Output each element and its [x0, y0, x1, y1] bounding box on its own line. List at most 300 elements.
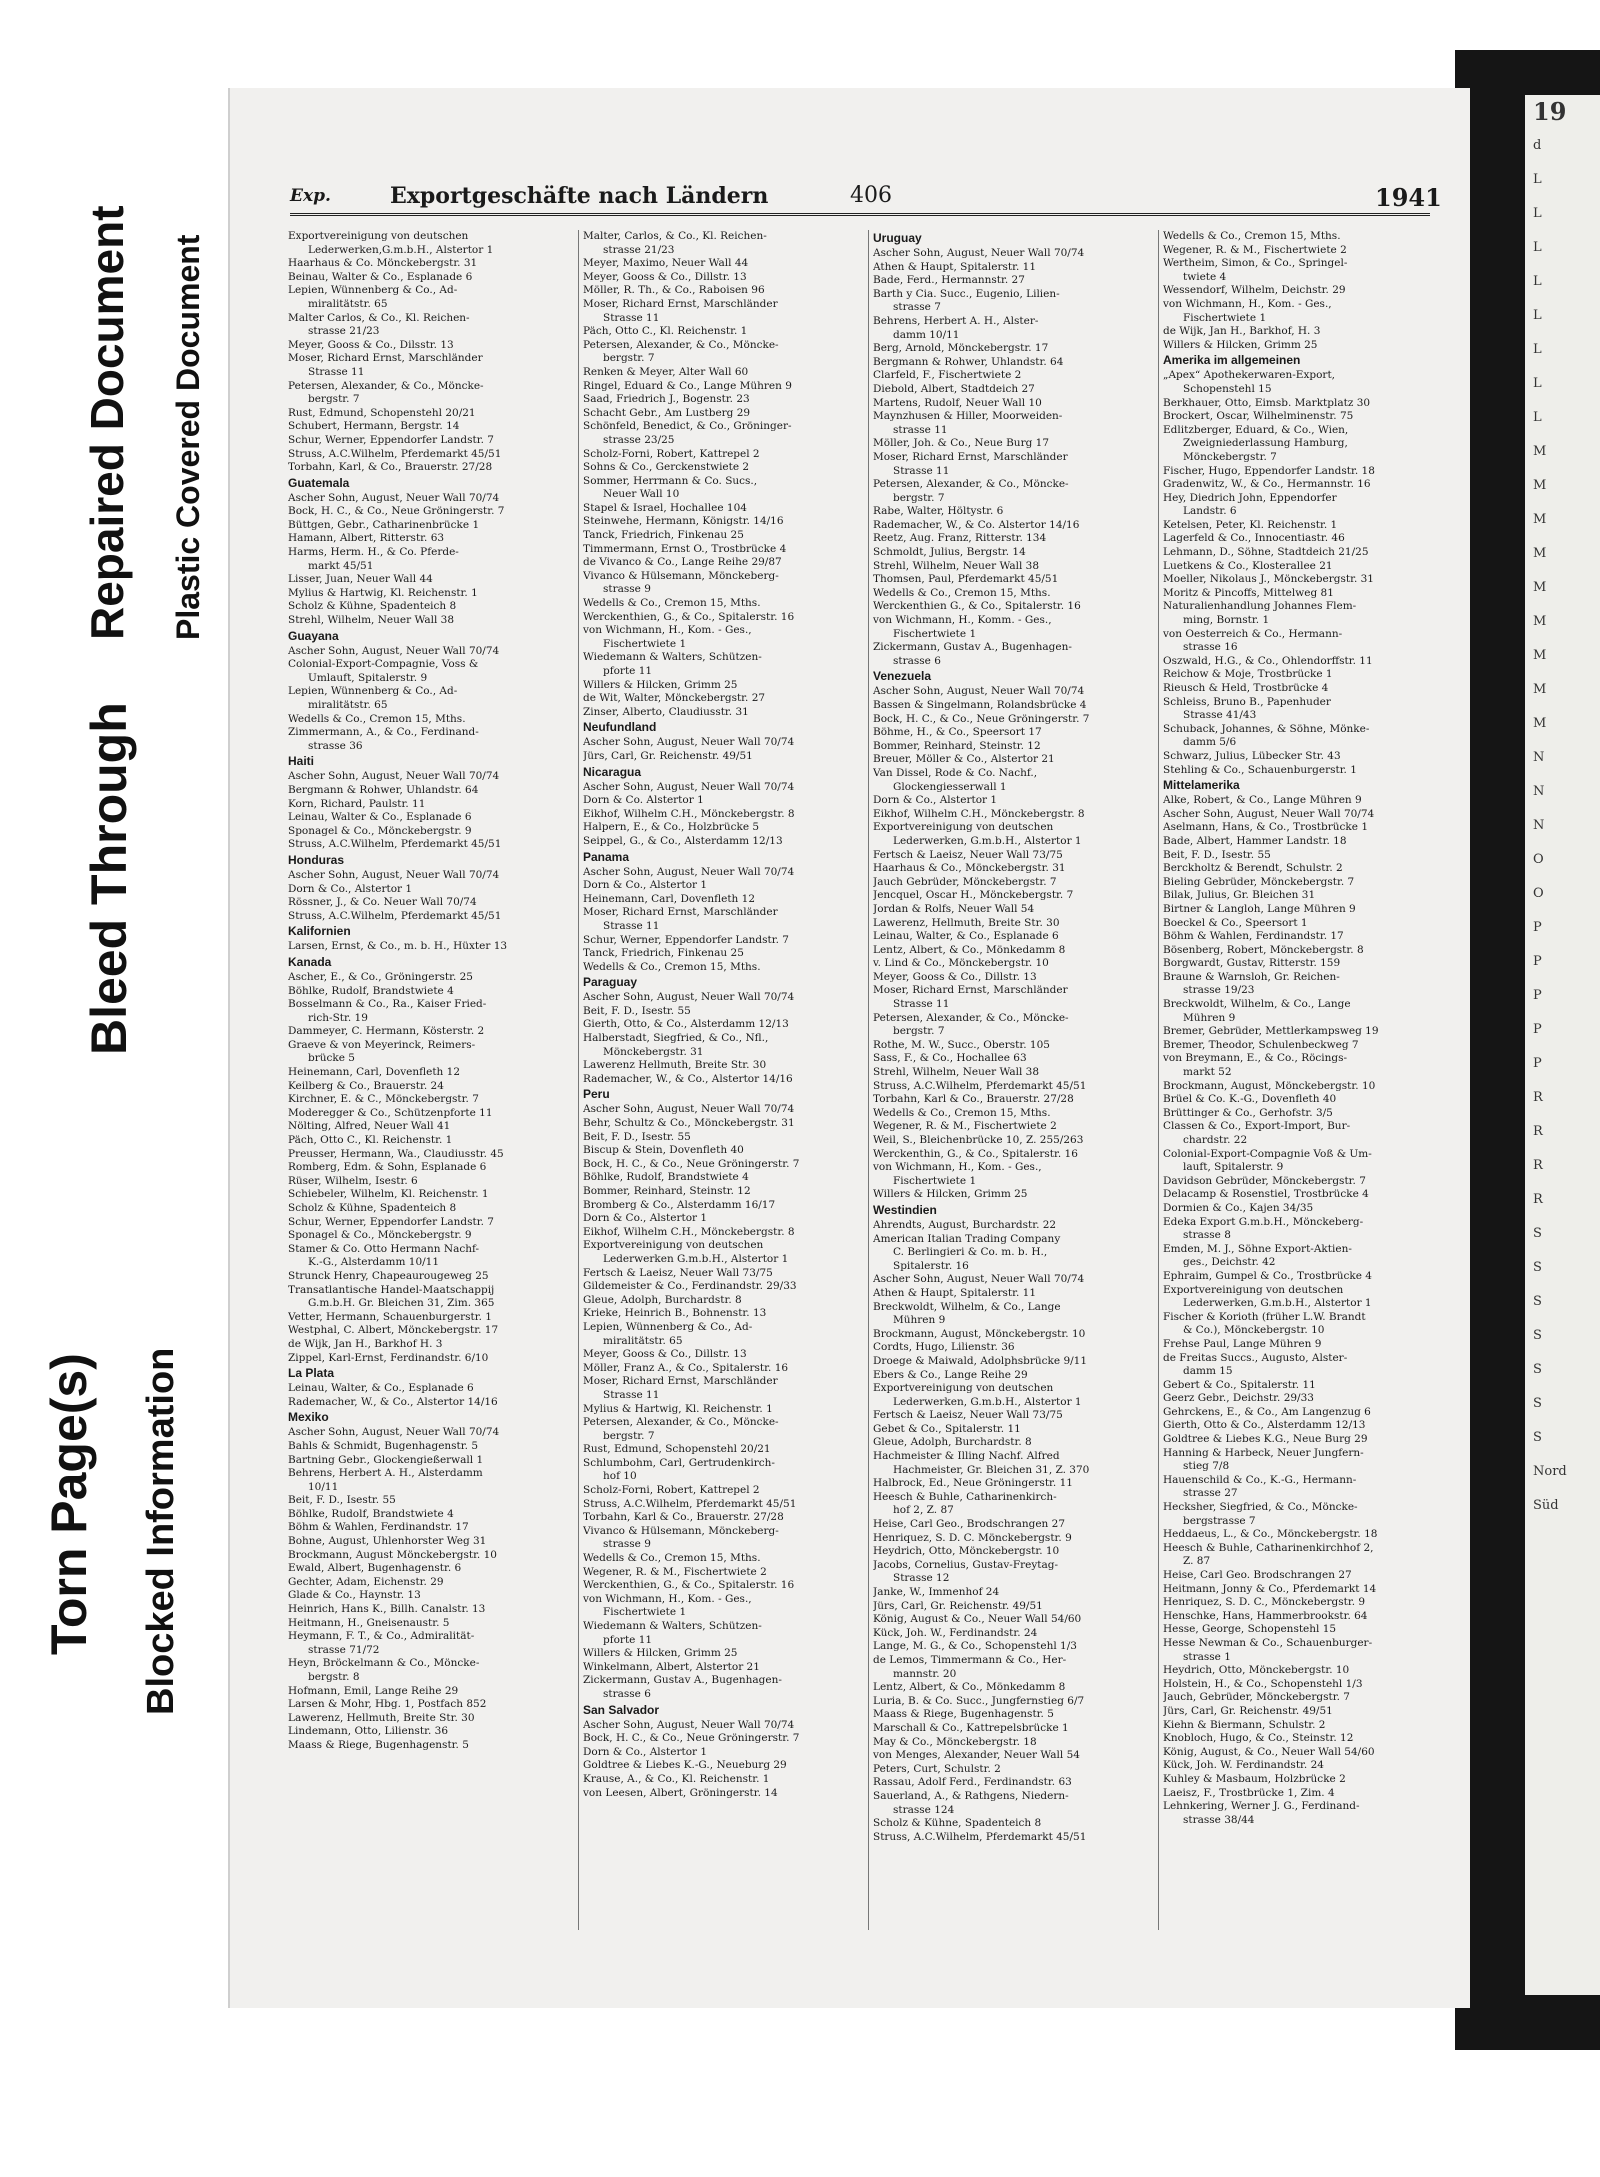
- directory-entry: Wegener, R. & M., Fischertwiete 2: [873, 1120, 1057, 1133]
- directory-entry: Lentz, Albert, & Co., Mönkedamm 8: [873, 943, 1066, 956]
- directory-entry: Struss, A.C.Wilhelm, Pferdemarkt 45/51: [288, 838, 502, 851]
- directory-entry: Bommer, Reinhard, Steinstr. 12: [583, 1185, 751, 1197]
- directory-entry: Krieke, Heinrich B., Bohnenstr. 13: [583, 1307, 767, 1320]
- directory-entry: von Breymann, E., & Co., Röcings-: [1163, 1052, 1348, 1065]
- directory-entry: Goldtree & Liebes K.G., Neue Burg 29: [1163, 1433, 1368, 1446]
- directory-entry: Gehrckens, E., & Co., Am Langenzug 6: [1163, 1405, 1371, 1418]
- entry-continuation: strasse 8: [1183, 1229, 1231, 1242]
- directory-entry: Brockmann, August, Mönckebergstr. 10: [1163, 1079, 1376, 1092]
- entry-continuation: Fischertwiete 1: [603, 637, 687, 650]
- directory-entry: Bilak, Julius, Gr. Bleichen 31: [1163, 889, 1316, 902]
- adjacent-page-fragment: R: [1533, 1192, 1543, 1207]
- directory-entry: Barth y Cia. Succ., Eugenio, Lilien-: [873, 287, 1060, 300]
- directory-entry: Lindemann, Otto, Lilienstr. 36: [288, 1725, 449, 1738]
- adjacent-page-fragment: M: [1533, 682, 1547, 697]
- directory-entry: Colonial-Export-Compagnie, Voss &: [288, 658, 479, 671]
- directory-entry: Exportvereinigung von deutschen: [873, 821, 1054, 834]
- directory-entry: Werckenthien, G., & Co., Spitalerstr. 16: [583, 1579, 795, 1592]
- adjacent-page-fragment: M: [1533, 444, 1547, 459]
- directory-entry: Päch, Otto C., Kl. Reichenstr. 1: [288, 1134, 453, 1147]
- directory-entry: Ascher, E., & Co., Gröningerstr. 25: [288, 970, 473, 983]
- directory-entry: Heitmann, H., Gneisenaustr. 5: [288, 1616, 450, 1629]
- directory-entry: Behrens, Herbert A. H., Alster-: [873, 314, 1039, 327]
- directory-entry: Ascher Sohn, August, Neuer Wall 70/74: [583, 865, 795, 878]
- directory-entry: Beit, F. D., Isestr. 55: [583, 1004, 691, 1017]
- directory-entry: Transatlantische Handel-Maatschappij: [288, 1283, 495, 1296]
- directory-entry: Scholz-Forni, Robert, Kattrepel 2: [583, 1484, 760, 1497]
- entry-continuation: hof 2, Z. 87: [893, 1504, 954, 1517]
- directory-entry: Eikhof, Wilhelm C.H., Mönckebergstr. 8: [583, 807, 795, 820]
- directory-entry: Clarfeld, F., Fischertwiete 2: [873, 369, 1022, 382]
- entry-continuation: strasse 23/25: [603, 433, 675, 446]
- directory-entry: Weil, S., Bleichenbrücke 10, Z. 255/263: [873, 1134, 1084, 1146]
- bleed-through-label: Bleed Through: [81, 702, 137, 1055]
- adjacent-page-fragment: O: [1533, 886, 1544, 901]
- directory-entry: Korn, Richard, Paulstr. 11: [288, 797, 426, 810]
- directory-entry: Böhm & Wahlen, Ferdinandstr. 17: [1163, 930, 1344, 943]
- entry-continuation: Z. 87: [1183, 1555, 1211, 1568]
- directory-entry: Hofmann, Emil, Lange Reihe 29: [288, 1684, 459, 1697]
- directory-entry: Beit, F. D., Isestr. 55: [1163, 848, 1271, 861]
- directory-entry: Petersen, Alexander, & Co., Möncke-: [583, 1416, 779, 1429]
- directory-entry: Lagerfeld & Co., Innocentiastr. 46: [1163, 532, 1345, 545]
- directory-entry: Zickermann, Gustav A., Bugenhagen-: [873, 641, 1072, 654]
- directory-entry: Bassen & Singelmann, Rolandsbrücke 4: [873, 699, 1087, 711]
- directory-entry: Brockert, Oscar, Wilhelminenstr. 75: [1163, 410, 1354, 423]
- directory-entry: Schur, Werner, Eppendorfer Landstr. 7: [583, 933, 789, 946]
- scan-annotation-labels: [0, 0, 230, 2177]
- entry-continuation: Lederwerken, G.m.b.H., Alstertor 1: [1183, 1297, 1372, 1310]
- directory-entry: Mylius & Hartwig, Kl. Reichenstr. 1: [583, 1402, 773, 1415]
- directory-entry: Meyer, Gooss & Co., Dillstr. 13: [873, 970, 1037, 983]
- directory-entry: Struss, A.C.Wilhelm, Pferdemarkt 45/51: [583, 1497, 797, 1510]
- repaired-document-label: Repaired Document: [81, 205, 133, 640]
- directory-entry: Ketelsen, Peter, Kl. Reichenstr. 1: [1163, 518, 1338, 531]
- directory-entry: v. Lind & Co., Mönckebergstr. 10: [873, 957, 1049, 970]
- directory-entry: König, August & Co., Neuer Wall 54/60: [873, 1613, 1082, 1626]
- country-heading: Honduras: [288, 852, 345, 867]
- country-heading: San Salvador: [583, 1702, 660, 1717]
- directory-entry: von Wichmann, H., Kom. - Ges.,: [583, 1592, 752, 1605]
- adjacent-page-fragment: M: [1533, 716, 1547, 731]
- adjacent-page-fragment: L: [1533, 240, 1542, 255]
- directory-entry: Delacamp & Rosenstiel, Trostbrücke 4: [1163, 1188, 1369, 1201]
- directory-entry: Gradenwitz, W., & Co., Hermannstr. 16: [1163, 478, 1371, 491]
- adjacent-page-fragment: L: [1533, 172, 1542, 187]
- entry-continuation: strasse 11: [893, 423, 948, 436]
- directory-entry: Böhme, H., & Co., Speersort 17: [873, 726, 1042, 739]
- directory-entry: Droege & Maiwald, Adolphsbrücke 9/11: [873, 1354, 1088, 1367]
- entry-continuation: Fischertwiete 1: [603, 1606, 687, 1619]
- directory-entry: Bremer, Theodor, Schulenbeckweg 7: [1163, 1038, 1359, 1051]
- header-title: Exportgeschäfte nach Ländern: [390, 183, 769, 209]
- directory-entry: Meyer, Gooss & Co., Dilsstr. 13: [288, 338, 454, 351]
- directory-entry: Rieusch & Held, Trostbrücke 4: [1163, 682, 1329, 694]
- directory-entry: Kück, Joh. W., Ferdinandstr. 24: [873, 1626, 1038, 1639]
- entry-continuation: Lederwerken, G.m.b.H., Alstertor 1: [893, 834, 1082, 847]
- directory-entry: Rademacher, W., & Co., Alstertor 14/16: [288, 1395, 498, 1408]
- directory-entry: Böhlke, Rudolf, Brandstwiete 4: [583, 1171, 749, 1184]
- directory-entry: „Apex“ Apothekerwaren-Export,: [1163, 369, 1335, 382]
- directory-entry: May & Co., Mönckebergstr. 18: [873, 1735, 1037, 1748]
- directory-entry: Classen & Co., Export-Import, Bur-: [1163, 1120, 1351, 1133]
- page-number: 406: [850, 183, 892, 208]
- directory-entry: Wessendorf, Wilhelm, Deichstr. 29: [1163, 284, 1346, 297]
- directory-entry: de Wijk, Jan H., Barkhof H. 3: [288, 1337, 443, 1350]
- directory-entry: Seippel, G., & Co., Alsterdamm 12/13: [583, 834, 783, 847]
- country-heading: Mittelamerika: [1163, 778, 1240, 793]
- directory-entry: Fischer & Korioth (früher L.W. Brandt: [1163, 1310, 1366, 1323]
- directory-entry: Renken & Meyer, Alter Wall 60: [583, 365, 749, 378]
- directory-entry: Ewald, Albert, Bugenhagenstr. 6: [288, 1562, 462, 1575]
- directory-entry: Scholz-Forni, Robert, Kattrepel 2: [583, 447, 760, 460]
- entry-continuation: markt 45/51: [308, 559, 374, 572]
- entry-continuation: miralitätstr. 65: [603, 1334, 683, 1347]
- adjacent-page-fragment: d: [1533, 138, 1542, 153]
- directory-entry: Päch, Otto C., Kl. Reichenstr. 1: [583, 325, 748, 338]
- directory-entry: Ascher Sohn, August, Neuer Wall 70/74: [873, 685, 1085, 698]
- directory-entry: Schur, Werner, Eppendorfer Landstr. 7: [288, 433, 494, 446]
- adjacent-page-fragment: R: [1533, 1124, 1543, 1139]
- directory-entry: Malter, Carlos, & Co., Kl. Reichen-: [583, 230, 767, 242]
- country-heading: La Plata: [288, 1366, 335, 1381]
- entry-continuation: Mühren 9: [1183, 1011, 1236, 1024]
- torn-pages-label: Torn Page(s): [41, 1353, 97, 1655]
- directory-entry: Hauenschild & Co., K.-G., Hermann-: [1163, 1473, 1357, 1486]
- directory-entry: Vivanco & Hülsemann, Mönckeberg-: [583, 1524, 779, 1537]
- directory-entry: Frehse Paul, Lange Mühren 9: [1163, 1337, 1322, 1350]
- directory-entry: Zickermann, Gustav A., Bugenhagen-: [583, 1674, 782, 1687]
- directory-entry: Jauch, Gebrüder, Mönckebergstr. 7: [1163, 1691, 1350, 1704]
- entry-continuation: Neuer Wall 10: [603, 488, 680, 501]
- directory-entry: Wedells & Co., Cremon 15, Mths.: [583, 1552, 761, 1565]
- directory-entry: Zinser, Alberto, Claudiusstr. 31: [583, 705, 749, 718]
- directory-entry: Rabe, Walter, Höltystr. 6: [873, 505, 1004, 518]
- directory-entry: Halberstadt, Siegfried, & Co., Nfl.,: [583, 1032, 769, 1045]
- directory-entry: Torbahn, Karl & Co., Brauerstr. 27/28: [583, 1511, 784, 1524]
- entry-continuation: Strasse 12: [893, 1572, 950, 1585]
- directory-entry: Saad, Friedrich J., Bogenstr. 23: [583, 393, 750, 406]
- entry-continuation: bergstrasse 7: [1183, 1514, 1256, 1527]
- directory-entry: Petersen, Alexander, & Co., Möncke-: [288, 379, 484, 392]
- directory-entry: Werckenthin, G., & Co., Spitalerstr. 16: [873, 1147, 1078, 1160]
- directory-entry: Rust, Edmund, Schopenstehl 20/21: [288, 406, 476, 419]
- directory-entry: Colonial-Export-Compagnie Voß & Um-: [1163, 1147, 1372, 1160]
- adjacent-page-fragment: L: [1533, 206, 1542, 221]
- directory-entry: Oszwald, H.G., & Co., Ohlendorffstr. 11: [1163, 654, 1373, 667]
- directory-entry: Jürs, Carl, Gr. Reichenstr. 49/51: [1163, 1704, 1333, 1717]
- directory-entry: Vetter, Hermann, Schauenburgerstr. 1: [288, 1310, 492, 1323]
- directory-entry: Keilberg & Co., Brauerstr. 24: [288, 1079, 444, 1092]
- adjacent-page-fragment: P: [1533, 1022, 1542, 1037]
- directory-entry: Jauch Gebrüder, Mönckebergstr. 7: [873, 875, 1057, 888]
- directory-entry: Ascher Sohn, August, Neuer Wall 70/74: [873, 1273, 1085, 1286]
- directory-entry: Heydrich, Otto, Mönckebergstr. 10: [1163, 1664, 1350, 1677]
- directory-entry: Ascher Sohn, August, Neuer Wall 70/74: [583, 991, 795, 1004]
- directory-entry: Glade & Co., Haynstr. 13: [288, 1589, 421, 1602]
- entry-continuation: miralitätstr. 65: [308, 699, 388, 711]
- directory-entry: Schiebeler, Wilhelm, Kl. Reichenstr. 1: [288, 1188, 489, 1201]
- directory-entry: Brockmann, August Mönckebergstr. 10: [288, 1548, 497, 1561]
- directory-entry: Dorn & Co., Alstertor 1: [583, 1745, 708, 1758]
- directory-entry: Martens, Rudolf, Neuer Wall 10: [873, 396, 1042, 409]
- directory-entry: Strehl, Wilhelm, Neuer Wall 38: [873, 559, 1040, 572]
- directory-entry: Athen & Haupt, Spitalerstr. 11: [873, 1286, 1037, 1299]
- adjacent-page-fragment: S: [1533, 1362, 1542, 1377]
- directory-entry: Jacobs, Cornelius, Gustav-Freytag-: [873, 1558, 1059, 1571]
- entry-continuation: markt 52: [1183, 1066, 1232, 1079]
- directory-entry: Moeller, Nikolaus J., Mönckebergstr. 31: [1163, 573, 1374, 586]
- directory-entry: Halbrock, Ed., Neue Gröningerstr. 11: [873, 1477, 1073, 1490]
- directory-entry: Jordan & Rolfs, Neuer Wall 54: [873, 902, 1035, 915]
- adjacent-page-fragment: N: [1533, 784, 1545, 799]
- directory-entry: Jürs, Carl, Gr. Reichenstr. 49/51: [873, 1599, 1043, 1612]
- directory-entry: Wegener, R. & M., Fischertwiete 2: [583, 1565, 767, 1578]
- adjacent-page-fragment: M: [1533, 478, 1547, 493]
- directory-entry: Alke, Robert, & Co., Lange Mühren 9: [1163, 794, 1362, 807]
- directory-entry: Tanck, Friedrich, Finkenau 25: [583, 529, 744, 542]
- directory-entry: Maass & Riege, Bugenhagenstr. 5: [873, 1708, 1054, 1721]
- directory-entry: Meyer, Gooss & Co., Dillstr. 13: [583, 1348, 747, 1361]
- directory-entry: Gierth, Otto & Co., Alsterdamm 12/13: [1163, 1419, 1366, 1432]
- directory-entry: Ascher Sohn, August, Neuer Wall 70/74: [583, 1718, 795, 1731]
- directory-entry: Ebers & Co., Lange Reihe 29: [873, 1368, 1028, 1381]
- country-heading: Kanada: [288, 954, 332, 969]
- directory-entry: Scholz & Kühne, Spadenteich 8: [288, 600, 457, 613]
- directory-entry: von Wichmann, H., Kom. - Ges.,: [873, 1161, 1042, 1174]
- directory-entry: Kück, Joh. W. Ferdinandstr. 24: [1163, 1759, 1324, 1772]
- directory-entry: Maass & Riege, Bugenhagenstr. 5: [288, 1738, 469, 1751]
- directory-entry: Ascher Sohn, August, Neuer Wall 70/74: [288, 644, 500, 657]
- directory-entry: Berckholtz & Berendt, Schulstr. 2: [1163, 862, 1343, 875]
- entry-continuation: 10/11: [308, 1480, 339, 1493]
- adjacent-page-fragment: L: [1533, 410, 1542, 425]
- directory-entry: Malter Carlos, & Co., Kl. Reichen-: [288, 311, 470, 324]
- directory-entry: Rössner, J., & Co. Neuer Wall 70/74: [288, 896, 477, 909]
- directory-entry: Petersen, Alexander, & Co., Möncke-: [873, 478, 1069, 491]
- directory-entry: Graeve & von Meyerinck, Reimers-: [288, 1038, 476, 1051]
- directory-entry: Dorn & Co., Alstertor 1: [583, 879, 708, 892]
- entry-continuation: C. Berlingieri & Co. m. b. H.,: [893, 1246, 1048, 1259]
- directory-entry: Dormien & Co., Kajen 34/35: [1163, 1201, 1314, 1214]
- directory-entry: Hachmeister & Illing Nachf. Alfred: [873, 1450, 1060, 1463]
- directory-entry: Fischer, Hugo, Eppendorfer Landstr. 18: [1163, 464, 1375, 477]
- directory-entry: Haarhaus & Co. Mönckebergstr. 31: [288, 257, 478, 270]
- directory-entry: Larsen & Mohr, Hbg. 1, Postfach 852: [288, 1698, 487, 1711]
- directory-entry: Bieling Gebrüder, Mönckebergstr. 7: [1163, 875, 1355, 888]
- directory-entry: Gechter, Adam, Eichenstr. 29: [288, 1575, 444, 1588]
- directory-entry: Zippel, Karl-Ernst, Ferdinandstr. 6/10: [288, 1351, 489, 1364]
- directory-entry: Schubert, Hermann, Bergstr. 14: [288, 420, 460, 433]
- entry-continuation: Mönckebergstr. 31: [603, 1045, 704, 1058]
- adjacent-page-fragment: 19: [1533, 97, 1567, 126]
- directory-entry: Bergmann & Rohwer, Uhlandstr. 64: [873, 355, 1064, 368]
- adjacent-page-fragment: O: [1533, 852, 1544, 867]
- directory-entry: Harms, Herm. H., & Co. Pferde-: [288, 546, 459, 559]
- directory-entry: Schuback, Johannes, & Söhne, Mönke-: [1163, 722, 1370, 735]
- country-heading: Neufundland: [583, 720, 657, 735]
- directory-entry: Heesch & Buhle, Catharinenkirch-: [873, 1490, 1057, 1503]
- directory-entry: Lehnkering, Werner J. G., Ferdinand-: [1163, 1800, 1360, 1813]
- directory-entry: Gebet & Co., Spitalerstr. 11: [873, 1422, 1021, 1435]
- directory-entry: Möller, Joh. & Co., Neue Burg 17: [873, 437, 1050, 450]
- entry-continuation: pforte 11: [603, 1633, 653, 1646]
- directory-entry: Heyn, Bröckelmann & Co., Möncke-: [288, 1657, 480, 1670]
- entry-continuation: strasse 71/72: [308, 1643, 380, 1656]
- directory-entry: Struss, A.C.Wilhelm, Pferdemarkt 45/51: [288, 447, 502, 460]
- entry-continuation: Mühren 9: [893, 1314, 946, 1327]
- directory-entry: Breckwoldt, Wilhelm, & Co., Lange: [873, 1300, 1061, 1313]
- directory-entry: Exportvereinigung von deutschen: [288, 230, 469, 242]
- directory-entry: Schleiss, Bruno B., Papenhuder: [1163, 695, 1331, 708]
- entry-continuation: lauft, Spitalerstr. 9: [1183, 1161, 1284, 1174]
- adjacent-page-fragment: S: [1533, 1396, 1542, 1411]
- directory-entry: von Wichmann, H., Komm. - Ges.,: [873, 614, 1052, 627]
- directory-entry: Stamer & Co. Otto Hermann Nachf-: [288, 1242, 480, 1255]
- entry-continuation: Glockengiesserwall 1: [893, 780, 1007, 793]
- directory-entry: Bade, Albert, Hammer Landstr. 18: [1163, 834, 1347, 847]
- directory-entry: Wertheim, Simon, & Co., Springel-: [1163, 257, 1348, 270]
- entry-continuation: Landstr. 6: [1183, 505, 1237, 518]
- directory-entry: Haarhaus & Co., Mönckebergstr. 31: [873, 862, 1066, 875]
- directory-entry: Lawerenz Hellmuth, Breite Str. 30: [583, 1059, 767, 1072]
- directory-entry: Schlumbohm, Carl, Gertrudenkirch-: [583, 1456, 775, 1469]
- directory-entry: Henriquez, S. D. C., Mönckebergstr. 9: [1163, 1596, 1366, 1609]
- directory-entry: Leinau, Walter, & Co., Esplanade 6: [873, 930, 1059, 943]
- directory-entry: de Lemos, Timmermann & Co., Her-: [873, 1653, 1067, 1666]
- entry-continuation: G.m.b.H. Gr. Bleichen 31, Zim. 365: [308, 1297, 495, 1310]
- adjacent-page-fragment: L: [1533, 308, 1542, 323]
- directory-entry: Zimmermann, A., & Co., Ferdinand-: [288, 726, 479, 739]
- directory-entry: Scholz & Kühne, Spadenteich 8: [288, 1202, 457, 1214]
- entry-continuation: strasse 16: [1183, 641, 1238, 654]
- directory-entry: Petersen, Alexander, & Co., Möncke-: [873, 1011, 1069, 1024]
- directory-entry: Hamann, Albert, Ritterstr. 63: [288, 532, 445, 545]
- entry-continuation: Mönckebergstr. 7: [1183, 450, 1277, 463]
- directory-entry: Lepien, Wünnenberg & Co., Ad-: [583, 1320, 753, 1333]
- directory-entry: Henschke, Hans, Hammerbrookstr. 64: [1163, 1609, 1368, 1622]
- country-heading: Panama: [583, 849, 630, 864]
- directory-column-4: [1158, 230, 1445, 1930]
- adjacent-page-edge: [1525, 95, 1600, 1995]
- directory-entry: Reichow & Moje, Trostbrücke 1: [1163, 668, 1333, 681]
- directory-entry: von Wichmann, H., Kom. - Ges.,: [583, 624, 752, 637]
- directory-entry: Bösenberg, Robert, Mönckebergstr. 8: [1163, 943, 1364, 956]
- directory-entry: Ascher Sohn, August, Neuer Wall 70/74: [288, 868, 500, 881]
- adjacent-page-fragment: P: [1533, 954, 1542, 969]
- directory-entry: von Oesterreich & Co., Hermann-: [1163, 627, 1343, 640]
- directory-entry: Boeckel & Co., Speersort 1: [1163, 916, 1308, 929]
- directory-entry: Breckwoldt, Wilhelm, & Co., Lange: [1163, 998, 1351, 1011]
- entry-continuation: mannstr. 20: [893, 1667, 957, 1680]
- entry-continuation: brücke 5: [308, 1052, 355, 1065]
- directory-entry: Birtner & Langloh, Lange Mühren 9: [1163, 902, 1356, 915]
- directory-entry: Schmoldt, Julius, Bergstr. 14: [873, 546, 1026, 559]
- directory-entry: Bremer, Gebrüder, Mettlerkampsweg 19: [1163, 1025, 1379, 1038]
- directory-entry: Luetkens & Co., Klosterallee 21: [1163, 559, 1333, 572]
- entry-continuation: strasse 27: [1183, 1487, 1238, 1500]
- entry-continuation: Spitalerstr. 16: [893, 1259, 969, 1272]
- directory-entry: Struss, A.C.Wilhelm, Pferdemarkt 45/51: [873, 1079, 1087, 1092]
- directory-entry: Lentz, Albert, & Co., Mönkedamm 8: [873, 1681, 1066, 1694]
- adjacent-page-fragment: R: [1533, 1090, 1543, 1105]
- directory-entry: Athen & Haupt, Spitalerstr. 11: [873, 260, 1037, 273]
- directory-entry: Heesch & Buhle, Catharinenkirchhof 2,: [1163, 1541, 1374, 1554]
- directory-entry: Schur, Werner, Eppendorfer Landstr. 7: [288, 1215, 494, 1228]
- directory-entry: Strehl, Wilhelm, Neuer Wall 38: [288, 614, 455, 627]
- entry-continuation: Strasse 41/43: [1183, 709, 1257, 722]
- entry-continuation: & Co.), Mönckebergstr. 10: [1183, 1324, 1325, 1337]
- adjacent-page-fragment: L: [1533, 274, 1542, 289]
- directory-entry: Wedells & Co., Cremon 15, Mths.: [1163, 230, 1341, 242]
- adjacent-page-fragment: L: [1533, 376, 1542, 391]
- directory-entry: Reetz, Aug. Franz, Ritterstr. 134: [873, 532, 1047, 545]
- directory-entry: Büttgen, Gebr., Catharinenbrücke 1: [288, 518, 480, 531]
- directory-entry: Lepien, Wünnenberg & Co., Ad-: [288, 284, 458, 297]
- entry-continuation: Hachmeister, Gr. Bleichen 31, Z. 370: [893, 1463, 1090, 1476]
- country-heading: Venezuela: [873, 669, 932, 684]
- directory-entry: Lisser, Juan, Neuer Wall 44: [288, 573, 433, 586]
- directory-entry: Willers & Hilcken, Grimm 25: [873, 1188, 1028, 1201]
- directory-entry: von Wichmann, H., Kom. - Ges.,: [1163, 297, 1332, 310]
- header-abbr: Exp.: [290, 186, 331, 206]
- adjacent-page-fragment: Nord: [1533, 1464, 1567, 1479]
- directory-entry: Wegener, R. & M., Fischertwiete 2: [1163, 243, 1347, 256]
- directory-entry: Westphal, C. Albert, Mönckebergstr. 17: [288, 1324, 499, 1337]
- directory-entry: Ascher Sohn, August, Neuer Wall 70/74: [873, 247, 1085, 259]
- directory-entry: Naturalienhandlung Johannes Flem-: [1163, 600, 1357, 613]
- entry-continuation: strasse 21/23: [308, 325, 380, 338]
- entry-continuation: strasse 6: [603, 1687, 651, 1700]
- entry-continuation: stieg 7/8: [1183, 1460, 1230, 1473]
- directory-entry: König, August, & Co., Neuer Wall 54/60: [1163, 1745, 1375, 1758]
- adjacent-page-fragment: S: [1533, 1430, 1542, 1445]
- directory-entry: Bock, H. C., & Co., Neue Gröningerstr. 7: [873, 712, 1090, 725]
- directory-entry: Rademacher, W., & Co., Alstertor 14/16: [583, 1072, 793, 1085]
- plastic-covered-document-label: Plastic Covered Document: [170, 234, 206, 640]
- directory-entry: Larsen, Ernst, & Co., m. b. H., Hüxter 13: [288, 940, 508, 953]
- directory-entry: Gildemeister & Co., Ferdinandstr. 29/33: [583, 1280, 797, 1293]
- directory-entry: Maynzhusen & Hiller, Moorweiden-: [873, 410, 1063, 423]
- adjacent-page-fragment: M: [1533, 546, 1547, 561]
- directory-entry: Moser, Richard Ernst, Marschländer: [583, 906, 778, 919]
- directory-entry: Heitmann, Jonny & Co., Pferdemarkt 14: [1163, 1582, 1377, 1595]
- directory-entry: Moser, Richard Ernst, Marschländer: [583, 297, 778, 310]
- entry-continuation: K.-G., Alsterdamm 10/11: [308, 1256, 440, 1269]
- directory-entry: Eikhof, Wilhelm C.H., Mönckebergstr. 8: [583, 1225, 795, 1238]
- directory-entry: Cordts, Hugo, Lilienstr. 36: [873, 1341, 1015, 1354]
- adjacent-page-fragment: N: [1533, 750, 1545, 765]
- directory-entry: Peters, Curt, Schulstr. 2: [873, 1762, 1001, 1775]
- directory-entry: Hey, Diedrich John, Eppendorfer: [1163, 491, 1337, 504]
- entry-continuation: Strasse 11: [603, 1388, 660, 1401]
- adjacent-page-fragment: P: [1533, 988, 1542, 1003]
- directory-entry: Winkelmann, Albert, Alstertor 21: [583, 1660, 760, 1673]
- directory-entry: Halpern, E., & Co., Holzbrücke 5: [583, 821, 760, 834]
- directory-entry: Scholz & Kühne, Spadenteich 8: [873, 1817, 1042, 1830]
- entry-continuation: Umlauft, Spitalerstr. 9: [308, 671, 428, 684]
- directory-entry: Moser, Richard Ernst, Marschländer: [873, 984, 1068, 997]
- directory-entry: Brüttinger & Co., Gerhofstr. 3/5: [1163, 1106, 1333, 1119]
- directory-entry: Wiedemann & Walters, Schützen-: [583, 1620, 762, 1632]
- directory-entry: Petersen, Alexander, & Co., Möncke-: [583, 338, 779, 351]
- directory-entry: Brockmann, August, Mönckebergstr. 10: [873, 1327, 1086, 1340]
- directory-entry: Gleue, Adolph, Burchardstr. 8: [583, 1293, 742, 1306]
- entry-continuation: pforte 11: [603, 665, 653, 677]
- directory-entry: Goldtree & Liebes K.-G., Neueburg 29: [583, 1759, 787, 1772]
- directory-entry: Sommer, Herrmann & Co. Sucs.,: [583, 474, 758, 487]
- directory-entry: Ascher Sohn, August, Neuer Wall 70/74: [583, 736, 795, 749]
